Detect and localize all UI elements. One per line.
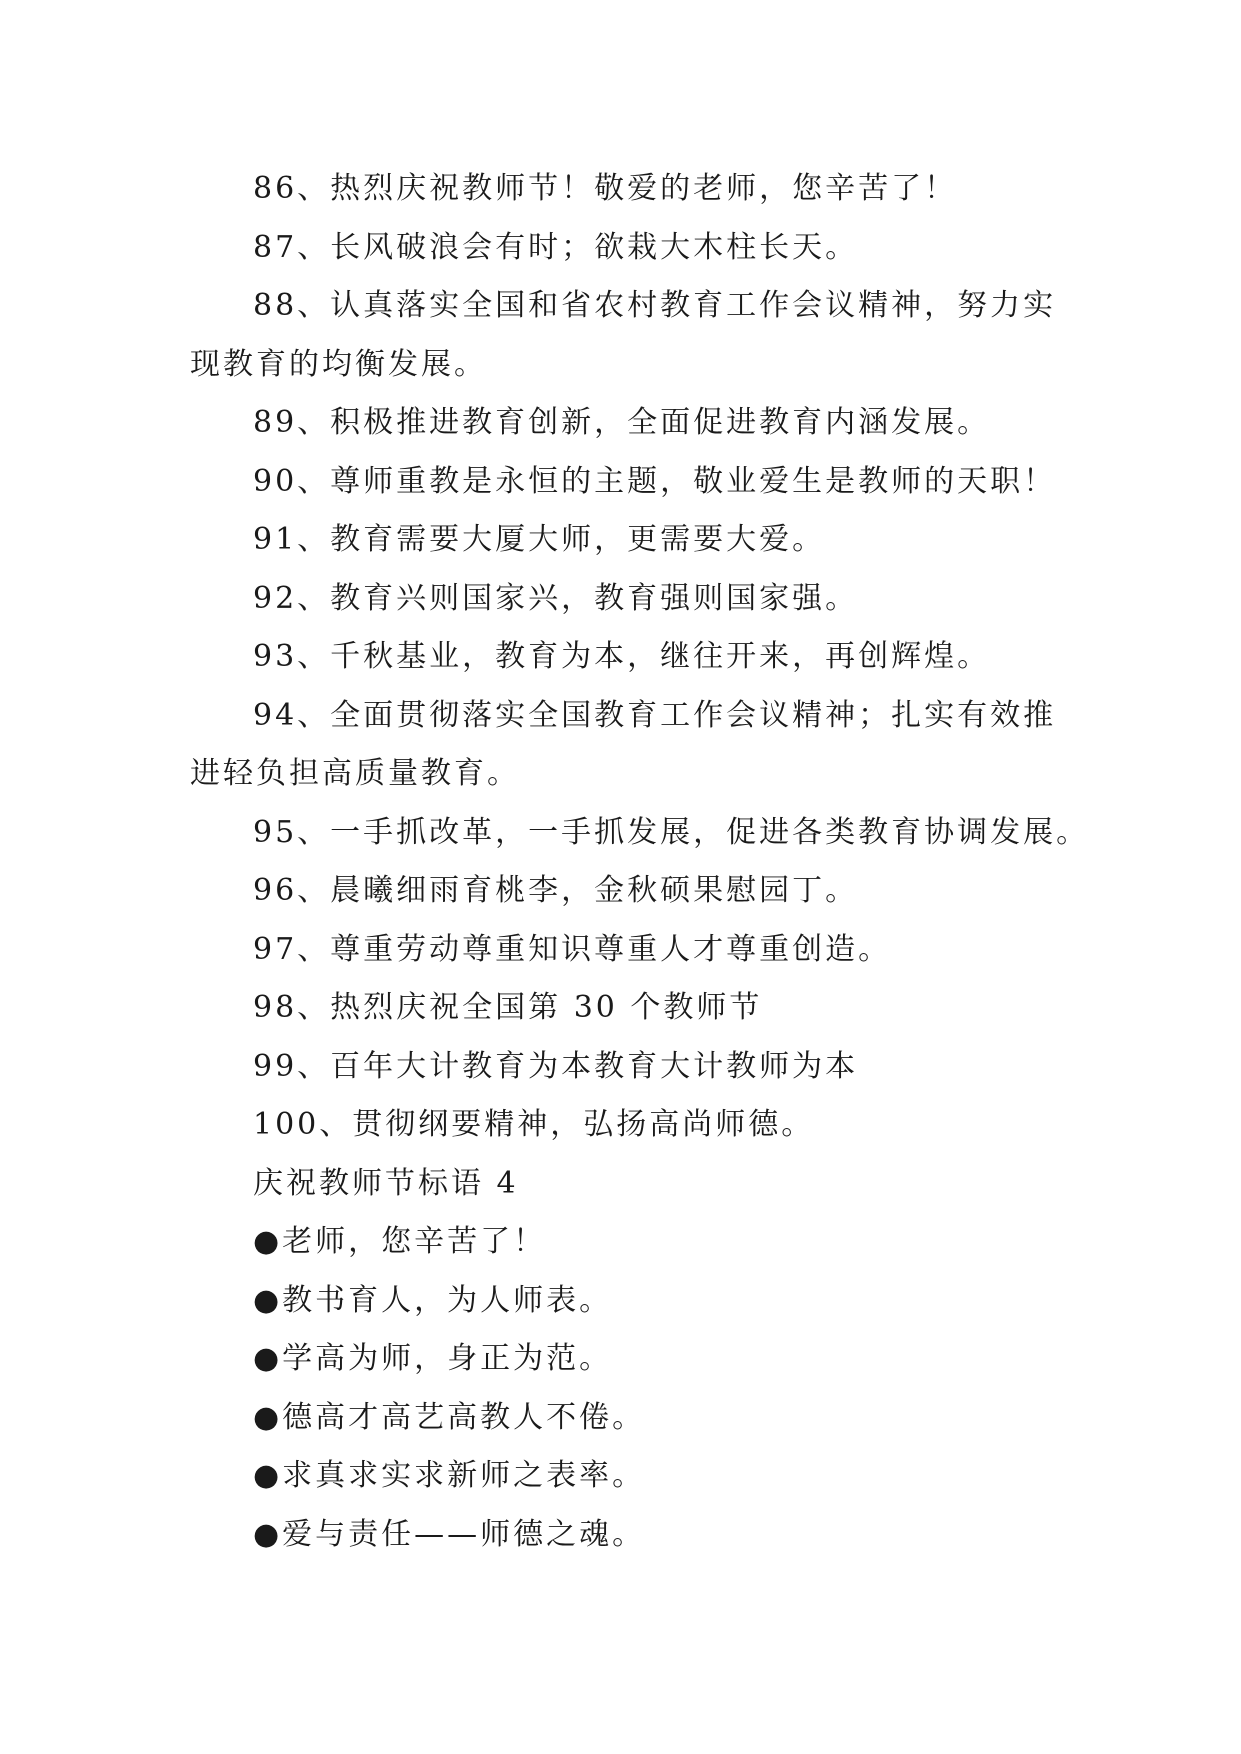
text-line: 96、晨曦细雨育桃李，金秋硕果慰园丁。 <box>253 873 859 908</box>
text-line: 87、长风破浪会有时；欲栽大木柱长天。 <box>253 229 859 265</box>
text-line: 88、认真落实全国和省农村教育工作会议精神，努力实 <box>253 288 1057 323</box>
text-line: 93、千秋基业，教育为本，继往开来，再创辉煌。 <box>253 639 991 674</box>
bullet-item: ●学高为师，身正为范。 <box>253 1341 613 1376</box>
text-line: 94、全面贯彻落实全国教育工作会议精神；扎实有效推 <box>253 697 1057 733</box>
bullet-item: ●求真求实求新师之表率。 <box>253 1458 646 1493</box>
text-line: 100、贯彻纲要精神，弘扬高尚师德。 <box>253 1107 815 1142</box>
bullet-item: ●教书育人，为人师表。 <box>253 1282 613 1318</box>
text-line: 90、尊师重教是永恒的主题，敬业爱生是教师的天职！ <box>253 463 1057 499</box>
text-line: 95、一手抓改革，一手抓发展，促进各类教育协调发展。 <box>253 814 1090 850</box>
text-line: 99、百年大计教育为本教育大计教师为本 <box>253 1048 859 1084</box>
document-body <box>190 160 1090 1564</box>
text-line: 91、教育需要大厦大师，更需要大爱。 <box>253 522 826 557</box>
section-heading: 庆祝教师节标语 4 <box>253 1165 519 1201</box>
text-line: 86、热烈庆祝教师节！敬爱的老师，您辛苦了！ <box>253 171 958 206</box>
bullet-item: ●爱与责任——师德之魂。 <box>253 1516 646 1552</box>
text-line: 现教育的均衡发展。 <box>190 346 487 382</box>
bullet-item: ●老师，您辛苦了！ <box>253 1224 547 1259</box>
bullet-item: ●德高才高艺高教人不倦。 <box>253 1399 646 1435</box>
text-line: 97、尊重劳动尊重知识尊重人才尊重创造。 <box>253 931 892 967</box>
text-line: 98、热烈庆祝全国第 30 个教师节 <box>253 990 763 1025</box>
text-line: 89、积极推进教育创新，全面促进教育内涵发展。 <box>253 405 991 440</box>
text-line: 92、教育兴则国家兴，教育强则国家强。 <box>253 580 859 616</box>
text-line: 进轻负担高质量教育。 <box>190 756 520 791</box>
